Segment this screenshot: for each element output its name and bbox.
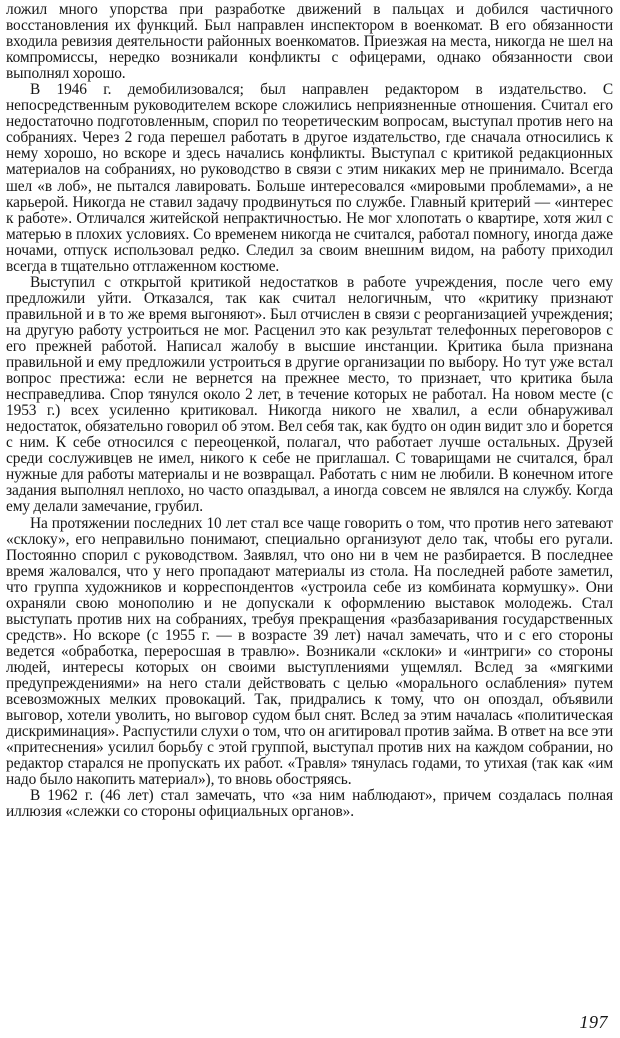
paragraph: В 1962 г. (46 лет) стал замечать, что «за ним наблюдают», причем создалась полная иллюзия «слежки со стороны официальных органов». [6,787,613,821]
page-number: 197 [579,1012,608,1032]
paragraph: На протяжении последних 10 лет стал все чаще говорить о том, что против него затевают «склоку», его неправильно понимают, специально организуют дело так, чтобы его ругали. Постоянно спорил с руководством. Заявлял, что оно ни в чем не разбирается. В последнее время жаловался, что у него пропадают материалы из стола. На последней работе заметил, что группа художников и корреспондентов «устроила себе из комбината кормушку». Они охраняли свою монополию и не допускали к оформлению выставок молодежь. Стал выступать против них на собраниях, требуя прекращения «разбазаривания государственных средств». Но вскоре (с 1955 г. — в возрасте 39 лет) начал замечать, что и с его стороны ведется «обработка, переросшая в травлю». Возникали «склоки» и «интриги» со стороны людей, интересы которых он своими выступлениями ущемлял. Вслед за «мягкими предупреждениями» на него стали действовать с целью «морального ослабления» путем всевозможных мелких провокаций. Так, придрались к тому, что он опоздал, объявили выговор, хотели уволить, но выговор судом был снят. Вслед за этим началась «политическая дискриминация». Распустили слухи о том, что он агитировал против займа. В ответ на все эти «притеснения» усилил борьбу с этой группой, выступал против них на каждом собрании, но редактор старался не пропускать их работ. «Травля» тянулась годами, то утихая (так как «им надо было накопить материал»), то вновь обостряясь. [6,514,613,789]
body-text [6,2,613,820]
paragraph: В 1946 г. демобилизовался; был направлен редактором в издательство. С непосредственным руководителем вскоре сложились неприязненные отношения. Считал его недостаточно подготовленным, спорил по теоретическим вопросам, выступал против него на собраниях. Через 2 года перешел работать в другое издательство, где сначала относились к нему хорошо, но вскоре и здесь начались конфликты. Выступал с критикой редакционных материалов на собраниях, но руководство в связи с этим никаких мер не принимало. Всегда шел «в лоб», не пытался лавировать. Больше интересовался «мировыми проблемами», а не карьерой. Никогда не ставил задачу продвинуться по службе. Главный критерий — «интерес к работе». Отличался житейской непрактичностью. Не мог хлопотать о квартире, хотя жил с матерью в плохих условиях. Со временем никогда не считался, работал помногу, иногда даже ночами, отпуск использовал редко. Следил за своим внешним видом, на работу приходил всегда в тщательно отглаженном костюме. [6,81,613,275]
paragraph: Выступил с открытой критикой недостатков в работе учреждения, после чего ему предложили уйти. Отказался, так как считал нелогичным, что «критику признают правильной и в то же время выгоняют». Был отчислен в связи с реорганизацией учреждения; на другую работу устроиться не мог. Расценил это как результат телефонных переговоров с его прежней работой. Написал жалобу в высшие инстанции. Критика была признана правильной и ему предложили устроиться в другие организации по выбору. Но тут уже встал вопрос престижа: если не вернется на прежнее место, то признает, что критика была несправедлива. Спор тянулся около 2 лет, в течение которых не работал. На новом месте (с 1953 г.) всех усиленно критиковал. Никогда никого не хвалил, а если обнаруживал недостаток, обязательно говорил об этом. Вел себя так, как будто он один видит зло и борется с ним. К себе относился с переоценкой, полагал, что работает лучше остальных. Друзей среди сослуживцев не имел, никого к себе не приглашал. С товарищами не считался, брал нужные для работы материалы и не возвращал. Работать с ним не любили. В конечном итоге задания выполнял неплохо, но часто опаздывал, а иногда совсем не являлся на службу. Когда ему делали замечание, грубил. [6,273,613,516]
paragraph-continued: ложил много упорства при разработке движений в пальцах и добился частичного восстановления их функций. Был направлен инспектором в военкомат. В его обязанности входила ревизия деятельности районных военкоматов. Приезжая на места, никогда не шел на компромиссы, нередко возникали конфликты с офицерами, однако обязанности свои выполнял хорошо. [6,1,613,83]
